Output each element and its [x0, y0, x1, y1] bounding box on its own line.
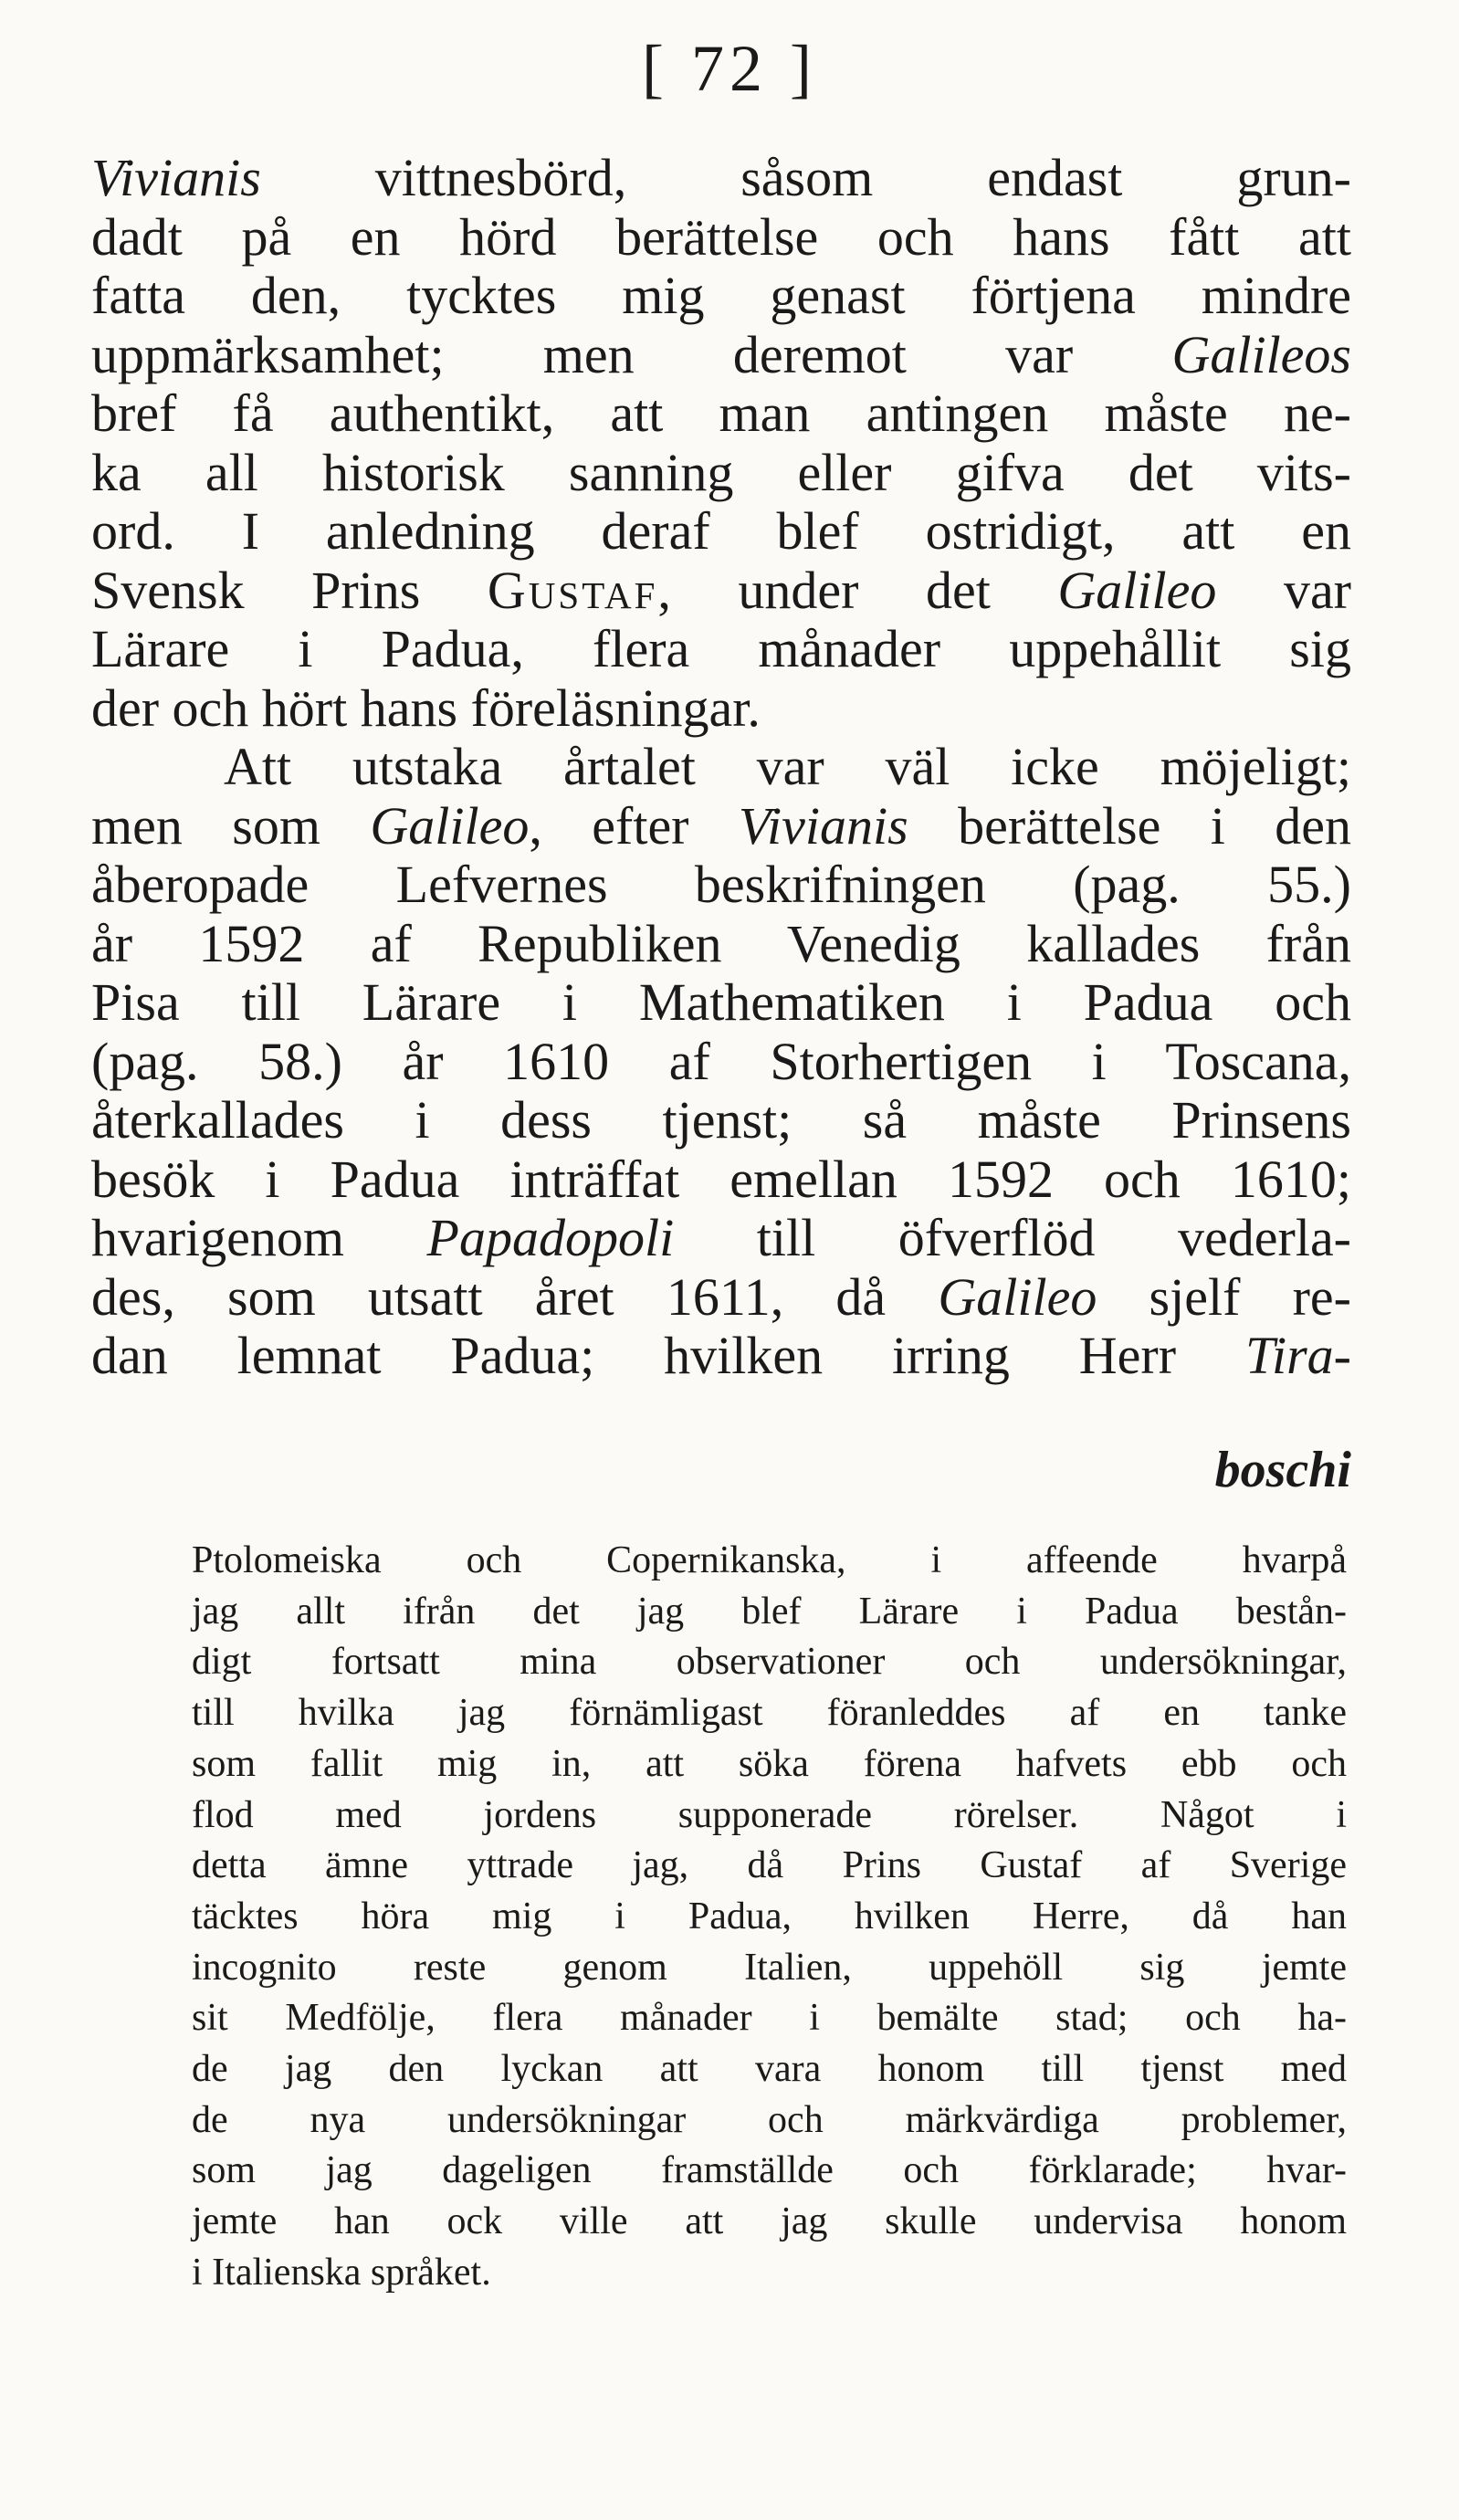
text-line [91, 620, 1351, 679]
footnote-line: de jag den lyckan att vara honom till tjenst med [192, 2048, 1347, 2091]
text-segment: berättelse i den [908, 795, 1352, 856]
text-line [91, 1150, 1351, 1210]
text-segment: hvarigenom [91, 1208, 427, 1267]
italic-name: Tira- [1244, 1326, 1351, 1385]
text-line [91, 326, 1351, 385]
italic-name: Galileo [938, 1266, 1097, 1327]
footnote-line: digt fortsatt mina observationer och undersökningar, [192, 1641, 1347, 1684]
text-segment: år 1592 af Republiken Venedig kallades från [91, 913, 1351, 973]
text-line [91, 856, 1351, 915]
text-segment: sjelf re- [1097, 1266, 1351, 1327]
text-segment: ka all historisk sanning eller gifva det vits- [91, 442, 1351, 502]
text-segment: , efter [529, 795, 739, 856]
italic-name: Vivianis [91, 148, 261, 207]
text-segment: vittnesbörd, såsom endast grun- [260, 148, 1351, 207]
footnote-line: incognito reste genom Italien, uppehöll sig jemte [192, 1946, 1347, 1989]
text-segment: till öfverflöd vederla- [674, 1208, 1351, 1267]
text-line [91, 384, 1351, 444]
catchword: boschi [1214, 1442, 1351, 1498]
text-segment: Svensk Prins [91, 560, 488, 620]
text-segment: men som [91, 795, 371, 856]
footnote-line: i Italienska språket. [192, 2251, 491, 2294]
text-line [91, 1091, 1351, 1150]
text-segment: återkallades i dess tjenst; så måste Prinsens [91, 1090, 1351, 1150]
text-line [91, 208, 1351, 268]
text-segment: , under det [657, 560, 1058, 620]
text-segment: der och hört hans föreläsningar. [91, 677, 761, 738]
footnote-line: jag allt ifrån det jag blef Lärare i Padua bestån- [192, 1590, 1347, 1633]
footnote-line: Ptolomeiska och Copernikanska, i affeende hvarpå [192, 1539, 1347, 1581]
text-line [91, 562, 1351, 621]
text-segment: Lärare i Padua, flera månader uppehållit sig [91, 619, 1351, 678]
text-line [91, 267, 1351, 326]
text-segment: dadt på en hörd berättelse och hans fått att [91, 206, 1351, 267]
text-segment: des, som utsatt året 1611, då [91, 1266, 939, 1327]
text-segment: Att utstaka årtalet var väl icke möjeligt; [224, 737, 1351, 796]
footnote-line: jemte han ock ville att jag skulle undervisa honom [192, 2200, 1347, 2243]
text-segment: uppmärksamhet; men deremot var [91, 324, 1172, 384]
small-caps-name: Gustaf [487, 560, 658, 620]
italic-name: Vivianis [738, 795, 908, 856]
text-line [91, 679, 1351, 739]
text-segment: Pisa till Lärare i Mathematiken i Padua och [91, 972, 1351, 1032]
text-segment: ord. I anledning deraf blef ostridigt, att en [91, 501, 1351, 561]
text-segment: bref få authentikt, att man antingen måste ne- [91, 383, 1351, 443]
page-number: [ 72 ] [642, 32, 817, 105]
text-line [91, 797, 1351, 856]
italic-name: Papadopoli [426, 1208, 675, 1267]
text-line [91, 738, 1351, 797]
footnote-line: flod med jordens supponerade rörelser. Något i [192, 1793, 1347, 1836]
footnote-line: till hvilka jag förnämligast föranleddes af en tanke [192, 1692, 1347, 1735]
footnote-line: de nya undersökningar och märkvärdiga problemer, [192, 2098, 1347, 2141]
text-segment: var [1216, 560, 1352, 620]
footnote-line: täcktes höra mig i Padua, hvilken Herre, då han [192, 1895, 1347, 1937]
footnote-line: som fallit mig in, att söka förena hafvets ebb och [192, 1742, 1347, 1785]
text-line [91, 1268, 1351, 1328]
footnote-line: som jag dageligen framställde och förklarade; hvar- [192, 2149, 1347, 2192]
text-segment: besök i Padua inträffat emellan 1592 och 1610; [91, 1149, 1351, 1209]
text-line [91, 915, 1351, 974]
footnote-line: sit Medfölje, flera månader i bemälte stad; och ha- [192, 1997, 1347, 2040]
italic-name: Galileo [370, 795, 530, 856]
text-line [91, 1033, 1351, 1092]
text-line [91, 149, 1351, 208]
main-text-block [91, 149, 1351, 1386]
text-segment: (pag. 58.) år 1610 af Storhertigen i Toscana, [91, 1031, 1351, 1091]
text-segment: åberopade Lefvernes beskrifningen (pag. 55.) [91, 855, 1351, 914]
text-line [91, 973, 1351, 1033]
italic-name: Galileo [1057, 560, 1217, 620]
text-line [91, 502, 1351, 562]
footnote-line: detta ämne yttrade jag, då Prins Gustaf af Sverige [192, 1844, 1347, 1887]
text-line [91, 1209, 1351, 1268]
text-line [91, 444, 1351, 503]
footnote-block [192, 1536, 1347, 2299]
text-segment: fatta den, tycktes mig genast förtjena mindre [91, 266, 1351, 325]
text-line [91, 1327, 1351, 1386]
text-segment: dan lemnat Padua; hvilken irring Herr [91, 1326, 1245, 1385]
italic-name: Galileos [1171, 324, 1351, 384]
